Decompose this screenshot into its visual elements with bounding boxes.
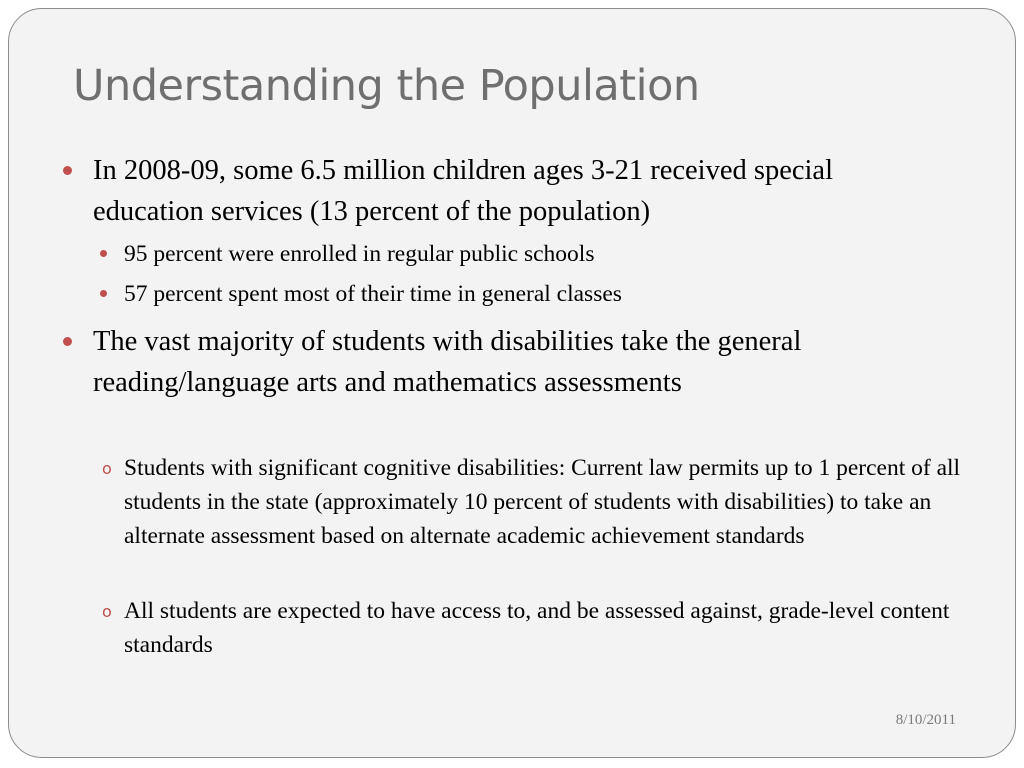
slide [8, 8, 1016, 758]
hollow-circle-bullet-icon: o [102, 602, 112, 621]
bullet-item [85, 321, 945, 403]
sub-bullet-text: 57 percent spent most of their time in general classes [124, 281, 622, 307]
bullet-dot-icon [100, 250, 107, 257]
bullet-dot-icon [63, 166, 72, 175]
slide-content [9, 9, 1015, 757]
bullet-item [85, 150, 945, 232]
bullet-text: The vast majority of students with disabilities take the general reading/language arts and mathematics assessments [93, 326, 802, 398]
sub-bullet-text: Students with significant cognitive disabilities: Current law permits up to 1 percent of all students in the state (approximately 10 percent of students with disabilities) to take an alternate assessment based on alternate academic achievement standards [124, 455, 961, 549]
slide-title: Understanding the Population [73, 61, 700, 111]
sub-bullet-item [116, 237, 976, 271]
sub-bullet-item [116, 277, 976, 311]
sub-bullet-item [102, 594, 976, 662]
sub-bullet-item [102, 451, 976, 553]
hollow-circle-bullet-icon: o [102, 459, 112, 478]
sub-bullet-text: 95 percent were enrolled in regular public schools [124, 241, 595, 267]
slide-date: 8/10/2011 [895, 712, 956, 728]
sub-bullet-text: All students are expected to have access to, and be assessed against, grade-level content standards [124, 598, 950, 658]
bullet-dot-icon [100, 290, 107, 297]
bullet-text: In 2008-09, some 6.5 million children ages 3-21 received special education services (13 percent of the population) [93, 155, 833, 227]
bullet-dot-icon [63, 337, 72, 346]
